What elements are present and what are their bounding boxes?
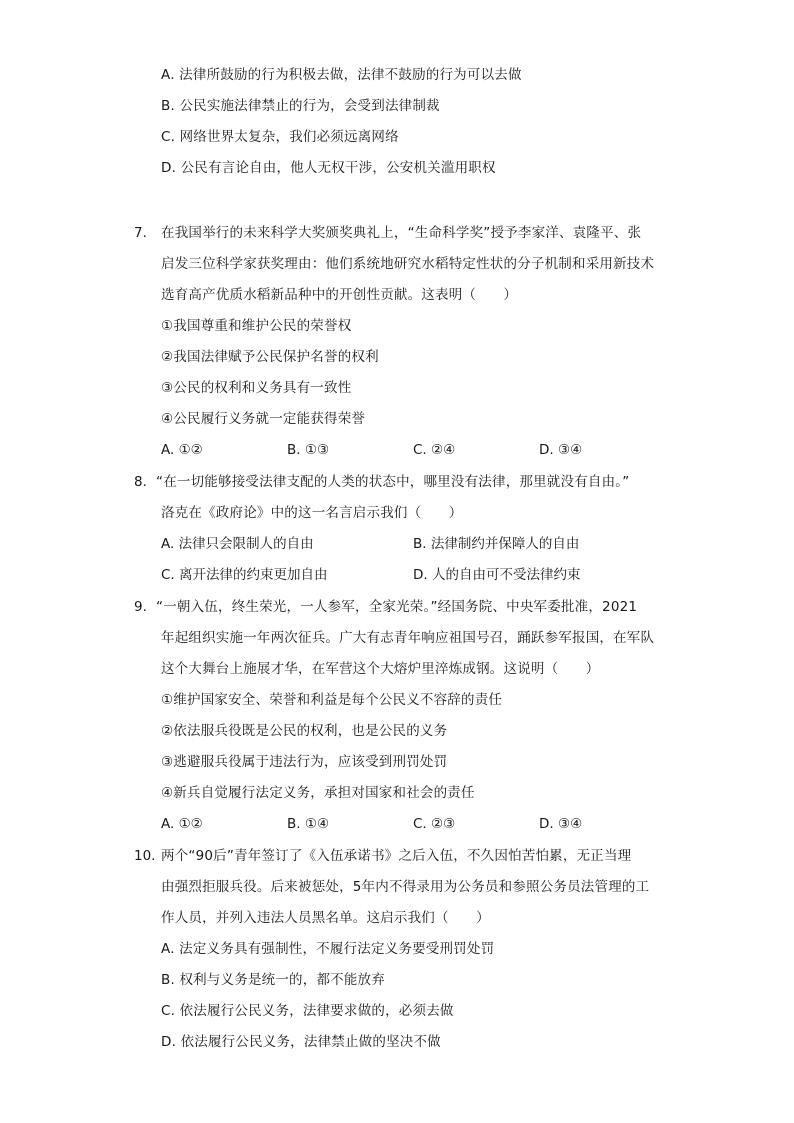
q7-statement-4: ④公民履行义务就一定能获得荣誉: [161, 411, 366, 427]
q8-stem-line-2: 洛克在《政府论》中的这一名言启示我们（ ）: [161, 505, 463, 521]
q9-stem-line-1: “一朝入伍，终生荣光，一人参军，全家光荣。”经国务院、中央军委批准，2021: [156, 599, 638, 615]
q8-option-d: D. 人的自由可不受法律约束: [413, 567, 581, 583]
q9-stem-line-3: 这个大舞台上施展才华，在军营这个大熔炉里淬炼成钢。这说明（ ）: [161, 661, 600, 677]
q10-stem-line-3: 作人员，并列入违法人员黑名单。这启示我们（ ）: [161, 910, 490, 926]
q7-statement-2: ②我国法律赋予公民保护名誉的权利: [161, 349, 379, 365]
q9-option-b: B. ①④: [287, 816, 330, 832]
q7-option-d: D. ③④: [539, 442, 583, 458]
q6-option-a: A. 法律所鼓励的行为积极去做，法律不鼓励的行为可以去做: [161, 67, 522, 83]
q7-statement-3: ③公民的权利和义务具有一致性: [161, 380, 352, 396]
q6-option-d: D. 公民有言论自由，他人无权干涉，公安机关滥用职权: [161, 160, 496, 176]
q7-stem-line-3: 选育高产优质水稻新品种中的开创性贡献。这表明（ ）: [161, 287, 518, 303]
q7-stem-line-1: 在我国举行的未来科学大奖颁奖典礼上，“生命科学奖”授予李家洋、袁隆平、张: [161, 225, 642, 241]
q9-statement-1: ①维护国家安全、荣誉和利益是每个公民义不容辞的责任: [161, 692, 503, 708]
q9-stem-line-2: 年起组织实施一年两次征兵。广大有志青年响应祖国号召，踊跃参军报国，在军队: [161, 630, 655, 646]
q10-number: 10.: [134, 848, 156, 864]
q7-number: 7.: [134, 225, 147, 241]
q8-option-b: B. 法律制约并保障人的自由: [413, 536, 580, 552]
q10-option-a: A. 法定义务具有强制性，不履行法定义务要受刑罚处罚: [161, 941, 495, 957]
q9-number: 9.: [134, 599, 147, 615]
q6-option-c: C. 网络世界太复杂，我们必须远离网络: [161, 129, 399, 145]
q7-option-b: B. ①③: [287, 442, 330, 458]
q9-option-a: A. ①②: [161, 816, 203, 832]
q10-option-c: C. 依法履行公民义务，法律要求做的，必须去做: [161, 1003, 454, 1019]
q9-option-c: C. ②③: [413, 816, 456, 832]
q8-option-c: C. 离开法律的约束更加自由: [161, 567, 328, 583]
q6-option-b: B. 公民实施法律禁止的行为，会受到法律制裁: [161, 98, 440, 114]
q7-option-a: A. ①②: [161, 442, 203, 458]
q8-number: 8.: [134, 474, 147, 490]
q7-stem-line-2: 启发三位科学家获奖理由：他们系统地研究水稻特定性状的分子机制和采用新技术: [161, 256, 655, 272]
q9-statement-4: ④新兵自觉履行法定义务，承担对国家和社会的责任: [161, 785, 475, 801]
q10-option-b: B. 权利与义务是统一的，都不能放弃: [161, 972, 385, 988]
q7-statement-1: ①我国尊重和维护公民的荣誉权: [161, 318, 352, 334]
q10-option-d: D. 依法履行公民义务，法律禁止做的坚决不做: [161, 1034, 441, 1050]
q10-stem-line-1: 两个“90后”青年签订了《入伍承诺书》之后入伍，不久因怕苦怕累，无正当理: [161, 848, 632, 864]
q8-stem-line-1: “在一切能够接受法律支配的人类的状态中，哪里没有法律，那里就没有自由。”: [156, 474, 630, 490]
q7-option-c: C. ②④: [413, 442, 456, 458]
q9-option-d: D. ③④: [539, 816, 583, 832]
q8-option-a: A. 法律只会限制人的自由: [161, 536, 314, 552]
q9-statement-3: ③逃避服兵役属于违法行为，应该受到刑罚处罚: [161, 754, 448, 770]
q10-stem-line-2: 由强烈拒服兵役。后来被惩处，5年内不得录用为公务员和参照公务员法管理的工: [161, 879, 650, 895]
q9-statement-2: ②依法服兵役既是公民的权利，也是公民的义务: [161, 723, 448, 739]
